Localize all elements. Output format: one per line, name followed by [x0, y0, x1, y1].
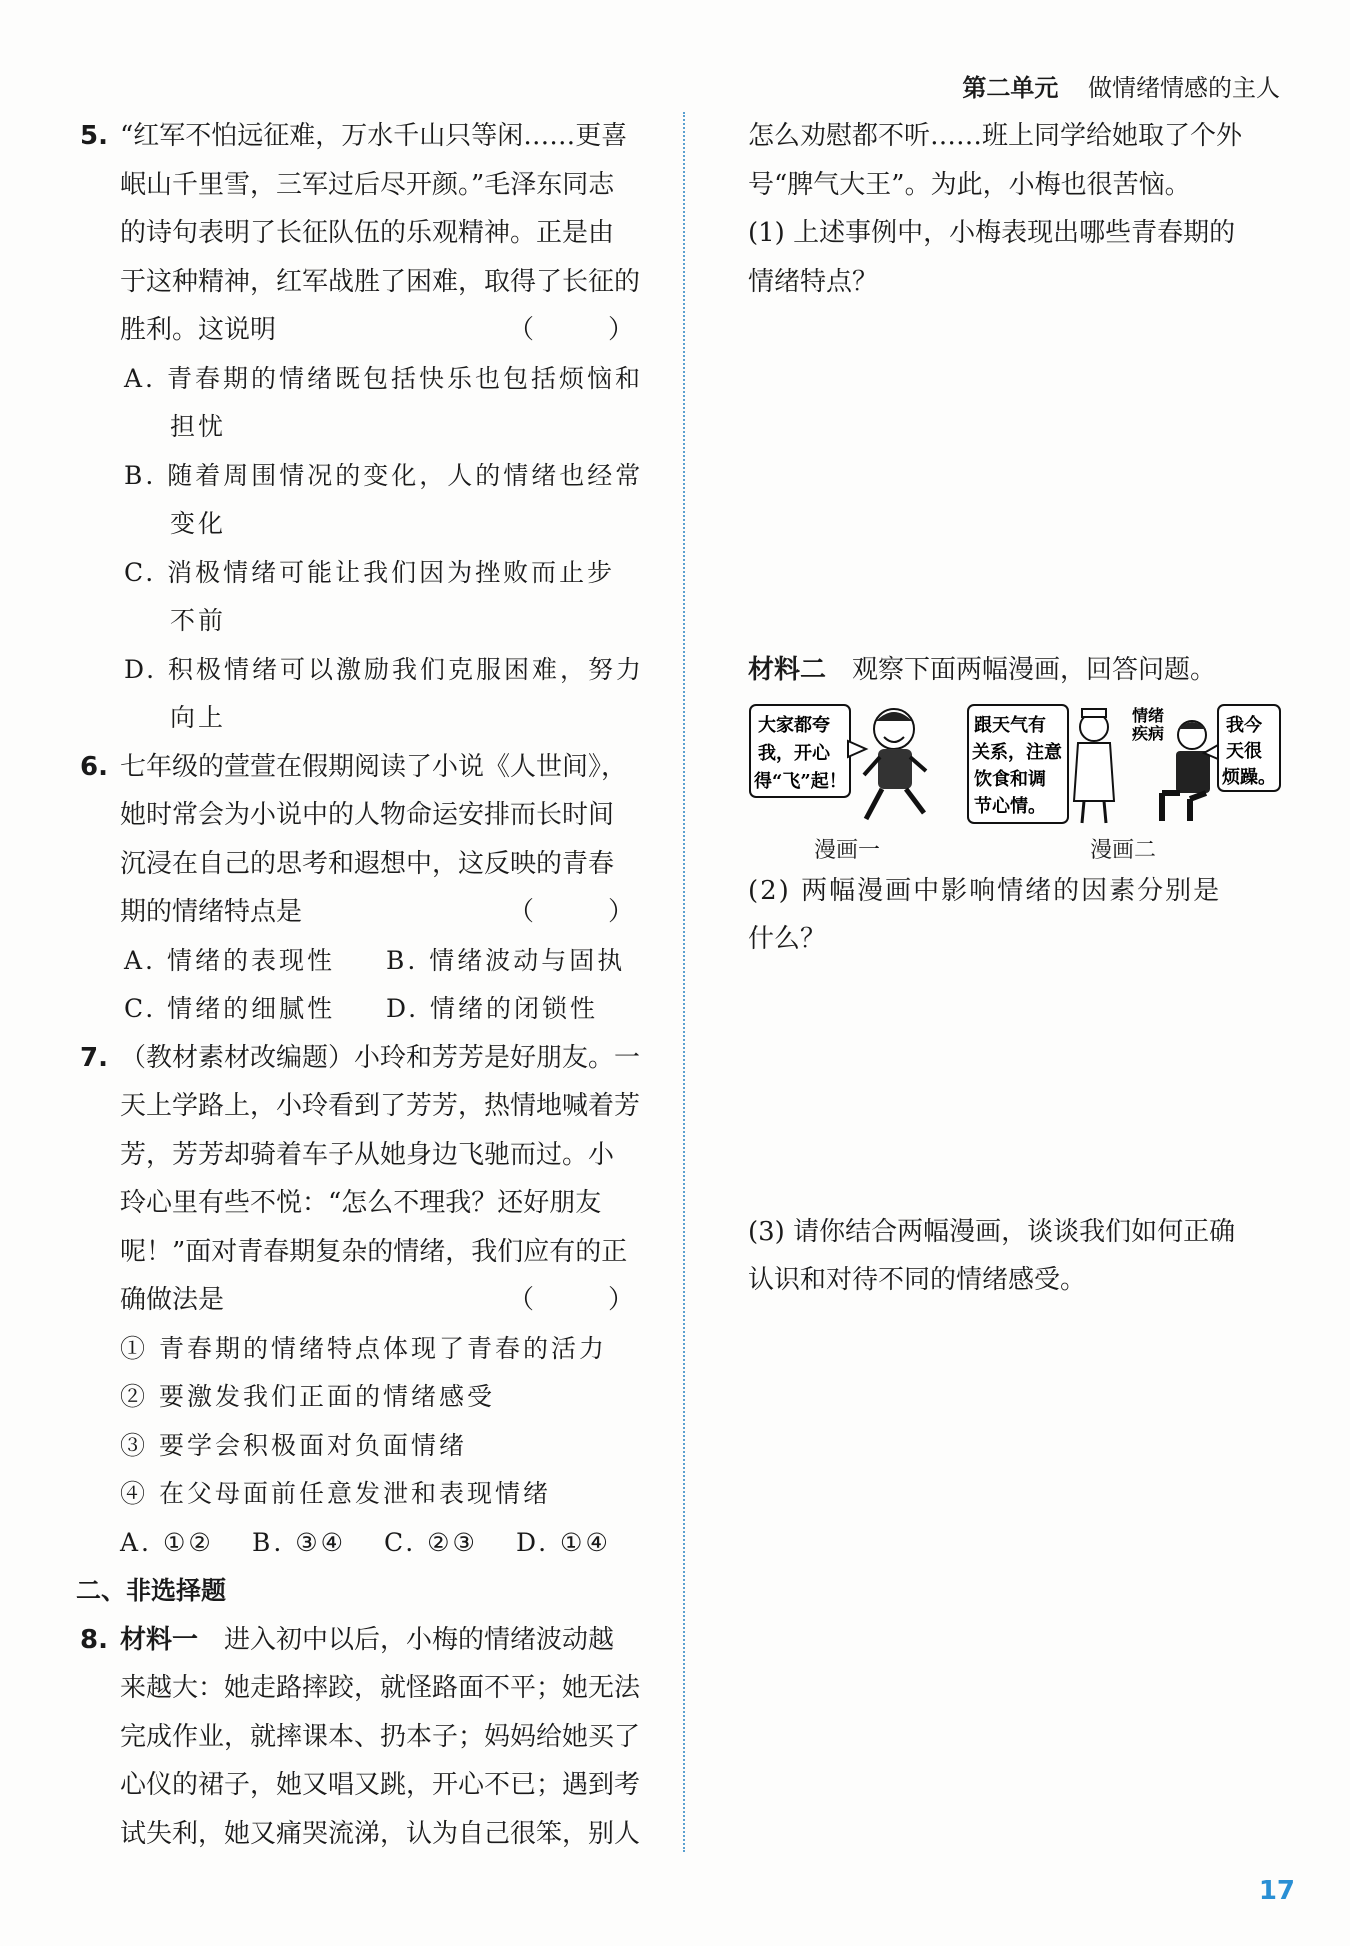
subquestion-1: (1) 上述事例中，小梅表现出哪些青春期的	[748, 218, 1236, 248]
option-b: B. 情绪波动与固执	[386, 945, 626, 975]
statement-1: ① 青春期的情绪特点体现了青春的活力	[120, 1333, 607, 1363]
answer-space-1[interactable]	[748, 306, 1288, 646]
question-text-line: 来越大：她走路摔跤，就怪路面不平；她无法	[120, 1673, 641, 1703]
page-header	[962, 68, 1280, 103]
comic-two-doctor-line-1: 跟天气有	[974, 714, 1046, 736]
question-text-line: 进入初中以后，小梅的情绪波动越	[224, 1624, 615, 1655]
question-number: 5.	[80, 121, 108, 151]
comic-one-bubble-line-1: 大家都夸	[758, 714, 830, 736]
comic-row	[748, 701, 1288, 867]
question-8	[80, 1616, 658, 1859]
comic-two-doctor-line-4: 节心情。	[974, 795, 1046, 817]
question-text-line: 心仪的裙子，她又唱又跳，开心不已；遇到考	[120, 1770, 641, 1800]
question-number: 7.	[80, 1042, 108, 1073]
question-text-line: 天上学路上，小玲看到了芳芳，热情地喊着芳	[120, 1091, 641, 1121]
question-text-line: 芳，芳芳却骑着车子从她身边飞驰而过。小	[120, 1139, 615, 1170]
comic-two-patient-line-1: 我今	[1226, 714, 1262, 736]
left-column	[76, 112, 658, 1858]
answer-blank[interactable]: （ ）	[507, 315, 658, 345]
comic-one	[748, 701, 928, 863]
question-number: 6.	[80, 751, 108, 782]
choice-row	[80, 1519, 658, 1568]
question-text-line: 于这种精神，红军战胜了困难，取得了长征的	[120, 266, 641, 297]
comic-two-patient-line-3: 烦躁。	[1222, 766, 1276, 788]
comic-two-patient-line-2: 天很	[1226, 740, 1262, 762]
column-divider	[683, 112, 685, 1852]
option-row	[80, 937, 658, 986]
option-d: D. 情绪的闭锁性	[386, 994, 599, 1023]
comic-one-bubble-line-3: 得“飞”起！	[754, 770, 847, 792]
question-7	[80, 1034, 658, 1568]
statement-4: ④ 在父母面前任意发泄和表现情绪	[120, 1479, 551, 1508]
option-a-cont: 担忧	[170, 412, 227, 441]
question-text-line: 确做法是	[120, 1285, 225, 1315]
question-text-line: （教材素材改编题）小玲和芳芳是好朋友。一	[120, 1042, 641, 1073]
unit-title: 做情绪情感的主人	[1088, 74, 1280, 102]
comic-two-illustration	[966, 701, 1284, 827]
option-d-cont: 向上	[170, 703, 227, 732]
material-1-label: 材料一	[120, 1624, 199, 1655]
comic-two-label-line-2: 疾病	[1132, 723, 1165, 743]
option-b: B. 随着周围情况的变化，人的情绪也经常	[124, 460, 644, 490]
page-number: 17	[1258, 1876, 1295, 1906]
question-number: 8.	[80, 1624, 108, 1655]
unit-label: 第二单元	[962, 74, 1059, 102]
question-text-line: 呢！”面对青春期复杂的情绪，我们应有的正	[120, 1236, 628, 1267]
question-text-line: 完成作业，就摔课本、扔本子；妈妈给她买了	[120, 1721, 641, 1752]
question-text-line: 的诗句表明了长征队伍的乐观精神。正是由	[120, 218, 615, 248]
question-text-line: 沉浸在自己的思考和遐想中，这反映的青春	[120, 848, 615, 879]
subquestion-2: (2) 两幅漫画中影响情绪的因素分别是	[748, 875, 1222, 906]
option-a: A. 青春期的情绪既包括快乐也包括烦恼和	[124, 363, 643, 393]
answer-blank[interactable]: （ ）	[507, 1285, 658, 1315]
comic-one-illustration	[748, 701, 928, 827]
option-row	[80, 985, 658, 1034]
comic-two	[966, 701, 1284, 863]
choice-a: A. ①②	[120, 1527, 214, 1557]
choice-d: D. ①④	[516, 1527, 611, 1557]
comic-one-bubble-line-2: 我，开心	[758, 742, 830, 764]
subquestion-2-cont: 什么？	[748, 924, 827, 954]
option-c: C. 情绪的细腻性	[124, 994, 336, 1023]
question-text-line: 玲心里有些不悦：“怎么不理我？还好朋友	[120, 1188, 602, 1218]
comic-two-caption: 漫画二	[1090, 837, 1157, 863]
comic-two-doctor-line-2: 关系，注意	[972, 741, 1062, 763]
choice-b: B. ③④	[252, 1527, 347, 1557]
subquestion-3: (3) 请你结合两幅漫画，谈谈我们如何正确	[748, 1216, 1236, 1247]
right-column	[748, 112, 1288, 1305]
subquestion-3-cont: 认识和对待不同的情绪感受。	[748, 1265, 1087, 1295]
section-title: 二、非选择题	[76, 1576, 227, 1605]
question-text-line: 试失利，她又痛哭流涕，认为自己很笨，别人	[120, 1818, 641, 1849]
option-c-cont: 不前	[170, 606, 227, 635]
answer-space-2[interactable]	[748, 964, 1288, 1208]
material-2	[748, 646, 1288, 695]
material-2-label: 材料二	[748, 655, 827, 685]
question-5	[80, 112, 658, 743]
option-d: D. 积极情绪可以激励我们克服困难，努力	[124, 654, 645, 684]
option-c: C. 消极情绪可能让我们因为挫败而止步	[124, 557, 616, 587]
question-text-line: 岷山千里雪，三军过后尽开颜。”毛泽东同志	[120, 169, 615, 200]
question-6	[80, 743, 658, 1034]
answer-blank[interactable]: （ ）	[507, 897, 658, 927]
question-text-line: 七年级的萱萱在假期阅读了小说《人世间》，	[120, 751, 628, 782]
question-text-line: 号“脾气大王”。为此，小梅也很苦恼。	[748, 169, 1191, 200]
question-text-line: “红军不怕远征难，万水千山只等闲……更喜	[120, 121, 628, 151]
option-b-cont: 变化	[170, 509, 227, 538]
subquestion-1-cont: 情绪特点？	[748, 266, 879, 297]
question-text-line: 期的情绪特点是	[120, 897, 303, 927]
statement-3: ③ 要学会积极面对负面情绪	[120, 1430, 467, 1460]
comic-one-caption: 漫画一	[814, 837, 881, 863]
question-text-line: 胜利。这说明	[120, 315, 277, 345]
choice-c: C. ②③	[384, 1527, 478, 1557]
statement-2: ② 要激发我们正面的情绪感受	[120, 1382, 495, 1411]
option-a: A. 情绪的表现性	[124, 945, 335, 975]
comic-two-label-line-1: 情绪	[1132, 705, 1165, 725]
question-text-line: 她时常会为小说中的人物命运安排而长时间	[120, 800, 615, 830]
material-2-text: 观察下面两幅漫画，回答问题。	[852, 655, 1217, 685]
question-text-line: 怎么劝慰都不听……班上同学给她取了个外	[748, 121, 1243, 151]
comic-two-doctor-line-3: 饮食和调	[974, 768, 1046, 790]
